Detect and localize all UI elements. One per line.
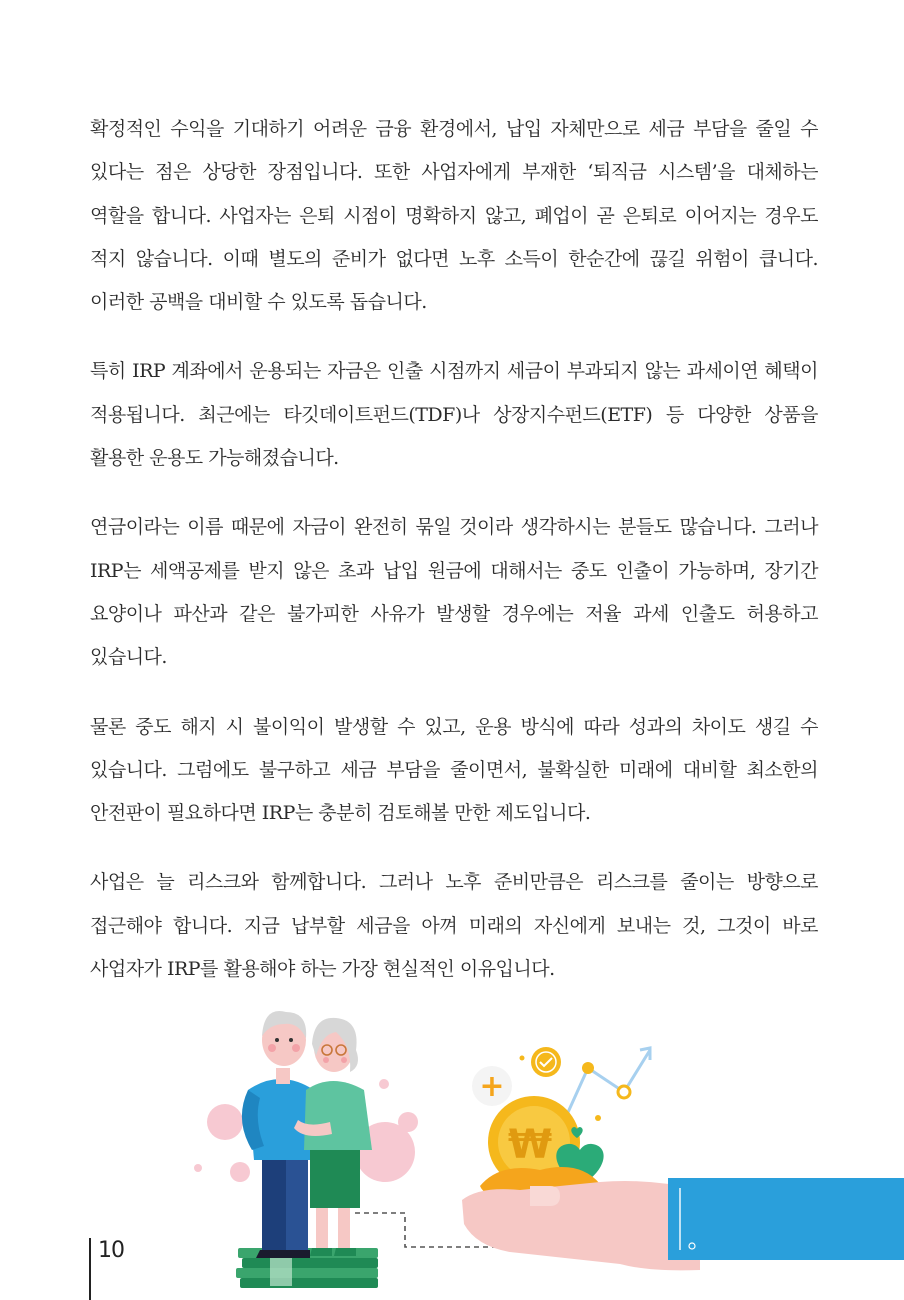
decor-circle xyxy=(207,1104,243,1140)
paragraph-1: 확정적인 수익을 기대하기 어려운 금융 환경에서, 납입 자체만으로 세금 부담을 줄일 수 있다는 점은 상당한 장점입니다. 또한 사업자에게 부재한 ‘퇴직금 시스템’을 대체하는 역할을 합니다. 사업자는 은퇴 시점이 명확하지 않고, 폐업이 곧 은퇴로 이어지는 경우도 적지 않습니다. 이때 별도의 준비가 없다면 노후 소득이 한순간에 끊길 위험이 큽니다. 이러한 공백을 대비할 수 있도록 돕습니다. xyxy=(90,118,818,314)
paragraph-5: 사업은 늘 리스크와 함께합니다. 그러나 노후 준비만큼은 리스크를 줄이는 방향으로 접근해야 합니다. 지금 납부할 세금을 아껴 미래의 자신에게 보내는 것, 그것이 바로 사업자가 IRP를 활용해야 하는 가장 현실적인 이유입니다. xyxy=(90,871,818,981)
svg-text:+: + xyxy=(479,1069,505,1104)
decor-circle xyxy=(194,1164,202,1172)
decor-circle xyxy=(398,1112,418,1132)
decor-dot xyxy=(520,1056,525,1061)
svg-text:₩: ₩ xyxy=(507,1122,553,1168)
plus-icon xyxy=(472,1066,512,1106)
article-body xyxy=(90,108,818,1017)
decor-circle xyxy=(379,1079,389,1089)
paragraph-2: 특히 IRP 계좌에서 운용되는 자금은 인출 시점까지 세금이 부과되지 않는 과세이연 혜택이 적용됩니다. 최근에는 타깃데이트펀드(TDF)나 상장지수펀드(ETF) 등 다양한 상품을 활용한 운용도 가능해졌습니다. xyxy=(90,360,818,470)
retirement-savings-illustration xyxy=(180,1010,904,1300)
thumb xyxy=(530,1186,560,1206)
check-badge-icon xyxy=(531,1047,561,1077)
sleeve-cuff xyxy=(668,1178,904,1260)
decor-dot xyxy=(595,1115,601,1121)
paragraph-4: 물론 중도 해지 시 불이익이 발생할 수 있고, 운용 방식에 따라 성과의 차이도 생길 수 있습니다. 그럼에도 불구하고 세금 부담을 줄이면서, 불확실한 미래에 대비할 최소한의 안전판이 필요하다면 IRP는 충분히 검토해볼 만한 제도입니다. xyxy=(90,715,818,825)
footer-rule xyxy=(89,1238,91,1300)
paragraph-3: 연금이라는 이름 때문에 자금이 완전히 묶일 것이라 생각하시는 분들도 많습니다. 그러나 IRP는 세액공제를 받지 않은 초과 납입 원금에 대해서는 중도 인출이 가능하며, 장기간 요양이나 파산과 같은 불가피한 사유가 발생할 경우에는 저율 과세 인출도 허용하고 있습니다. xyxy=(90,516,818,669)
growth-arrow-icon xyxy=(560,1048,650,1130)
decor-circle xyxy=(230,1162,250,1182)
hand-icon xyxy=(462,1181,700,1270)
page-number: 10 xyxy=(98,1238,124,1263)
